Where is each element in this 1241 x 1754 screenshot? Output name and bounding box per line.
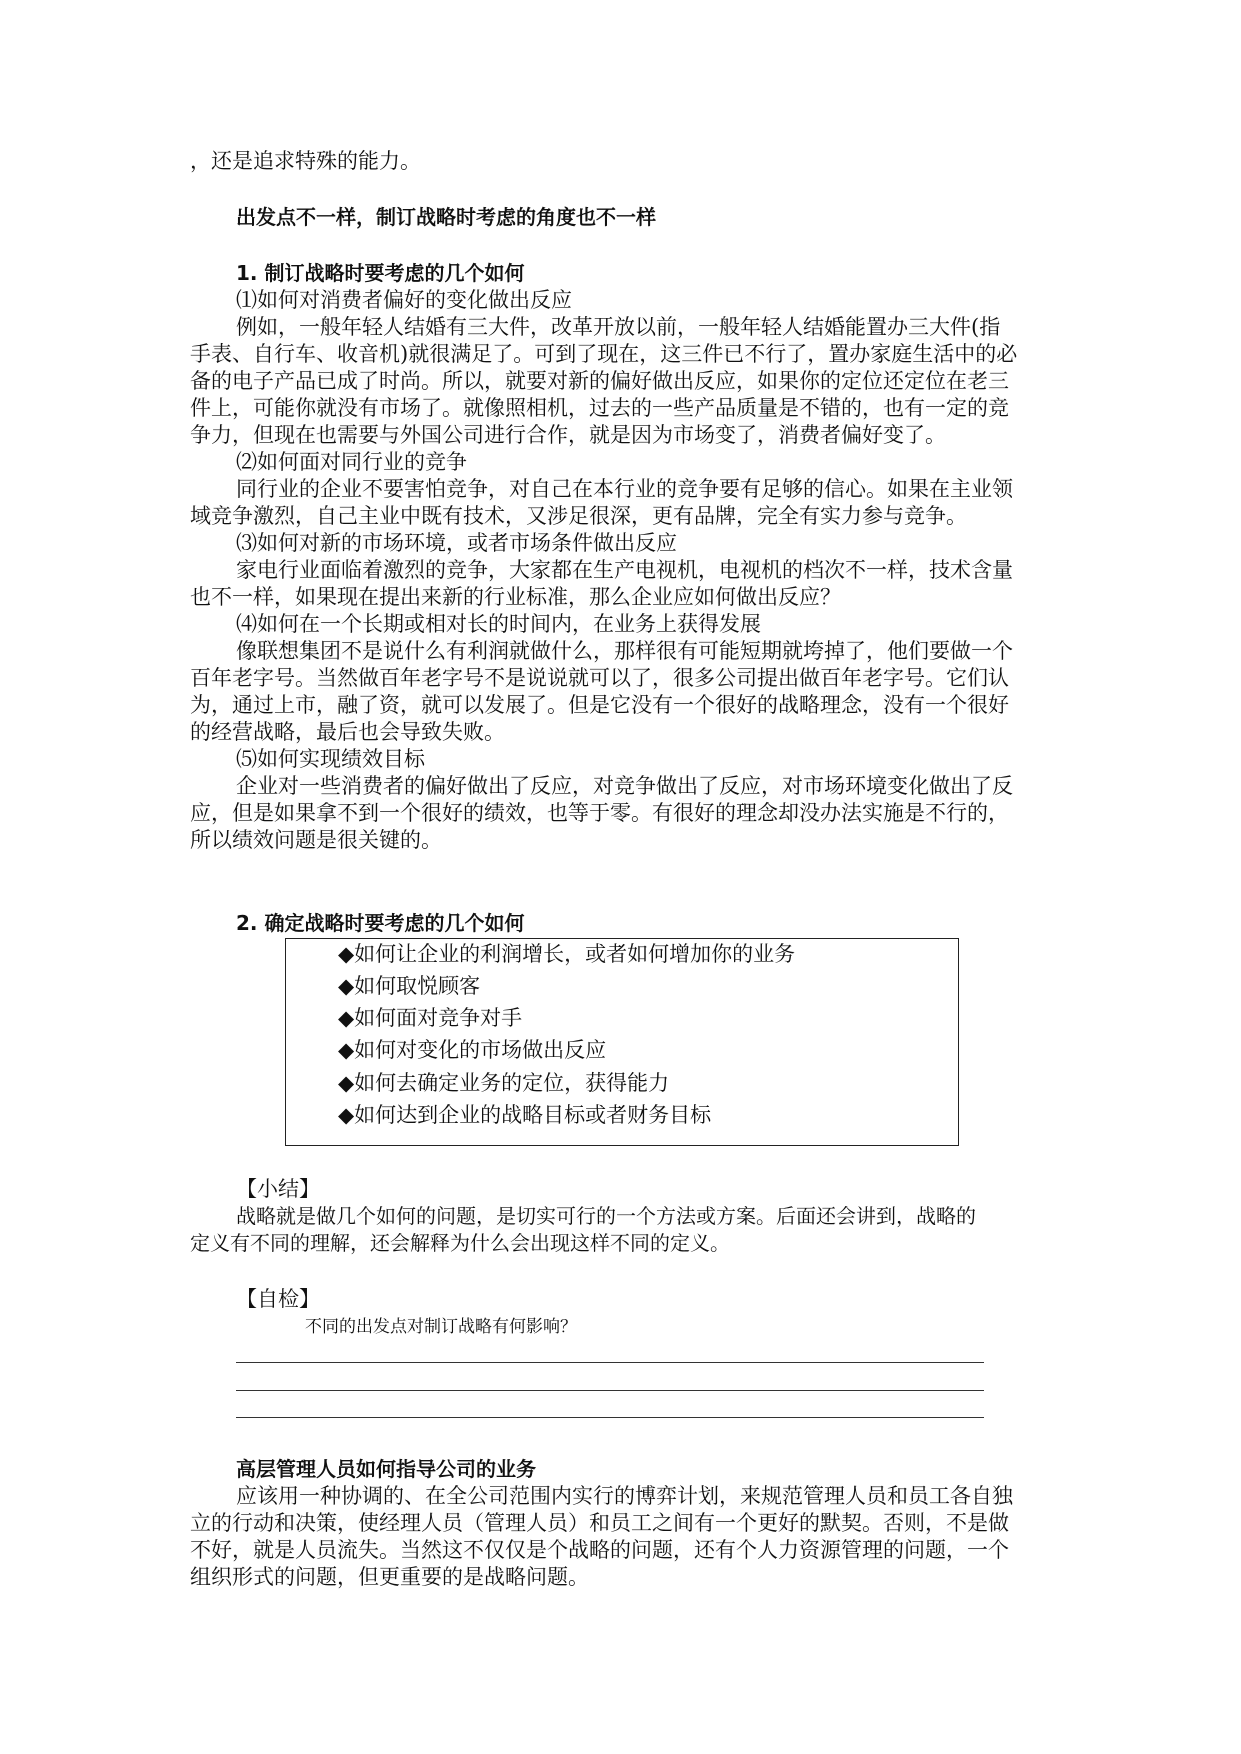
paragraph-line: 同行业的企业不要害怕竞争，对自己在本行业的竞争要有足够的信心。如果在主业领 [236, 477, 1013, 501]
paragraph-line: 争力，但现在也需要与外国公司进行合作，就是因为市场变了，消费者偏好变了。 [190, 423, 946, 447]
section-heading: 出发点不一样，制订战略时考虑的角度也不一样 [236, 205, 656, 229]
bullet-box [285, 938, 959, 1146]
answer-line [236, 1390, 984, 1391]
paragraph-line: 备的电子产品已成了时尚。所以，就要对新的偏好做出反应，如果你的定位还定位在老三 [190, 369, 1009, 393]
paragraph-line: 组织形式的问题，但更重要的是战略问题。 [190, 1565, 589, 1589]
paragraph-line: 像联想集团不是说什么有利润就做什么，那样很有可能短期就垮掉了，他们要做一个 [236, 639, 1013, 663]
box-bullet-item: ◆如何对变化的市场做出反应 [338, 1038, 607, 1062]
summary-heading: 【小结】 [236, 1177, 320, 1201]
box-bullet-item: ◆如何让企业的利润增长，或者如何增加你的业务 [338, 942, 796, 966]
paragraph-line: 所以绩效问题是很关键的。 [190, 828, 442, 852]
paragraph-line: 立的行动和决策，使经理人员（管理人员）和员工之间有一个更好的默契。否则，不是做 [190, 1511, 1009, 1535]
box-bullet-item: ◆如何去确定业务的定位，获得能力 [338, 1071, 670, 1095]
summary-line: 战略就是做几个如何的问题，是切实可行的一个方法或方案。后面还会讲到，战略的 [236, 1204, 976, 1228]
part2-heading: 2. 确定战略时要考虑的几个如何 [236, 911, 525, 935]
answer-line [236, 1362, 984, 1363]
box-bullet-item: ◆如何达到企业的战略目标或者财务目标 [338, 1103, 712, 1127]
part1-heading: 1. 制订战略时要考虑的几个如何 [236, 261, 525, 285]
item-title: ⑶如何对新的市场环境，或者市场条件做出反应 [236, 531, 677, 555]
box-bullet-item: ◆如何取悦顾客 [338, 974, 481, 998]
box-bullet-item: ◆如何面对竞争对手 [338, 1006, 523, 1030]
item-title: ⑸如何实现绩效目标 [236, 747, 425, 771]
answer-line [236, 1417, 984, 1418]
item-title: ⑷如何在一个长期或相对长的时间内，在业务上获得发展 [236, 612, 761, 636]
intro-fragment: ，还是追求特殊的能力。 [190, 149, 421, 173]
paragraph-line: 百年老字号。当然做百年老字号不是说说就可以了，很多公司提出做百年老字号。它们认 [190, 666, 1009, 690]
paragraph-line: 件上，可能你就没有市场了。就像照相机，过去的一些产品质量是不错的，也有一定的竞 [190, 396, 1009, 420]
paragraph-line: 企业对一些消费者的偏好做出了反应，对竞争做出了反应，对市场环境变化做出了反 [236, 774, 1013, 798]
selfcheck-question: 不同的出发点对制订战略有何影响？ [305, 1317, 577, 1337]
paragraph-line: 为，通过上市，融了资，就可以发展了。但是它没有一个很好的战略理念，没有一个很好 [190, 693, 1009, 717]
paragraph-line: 不好，就是人员流失。当然这不仅仅是个战略的问题，还有个人力资源管理的问题，一个 [190, 1538, 1009, 1562]
section3-heading: 高层管理人员如何指导公司的业务 [236, 1457, 536, 1481]
paragraph-line: 家电行业面临着激烈的竞争，大家都在生产电视机，电视机的档次不一样，技术含量 [236, 558, 1013, 582]
paragraph-line: 例如，一般年轻人结婚有三大件，改革开放以前，一般年轻人结婚能置办三大件(指 [236, 315, 1001, 339]
item-title: ⑴如何对消费者偏好的变化做出反应 [236, 288, 572, 312]
paragraph-line: 应该用一种协调的、在全公司范围内实行的博弈计划，来规范管理人员和员工各自独 [236, 1484, 1013, 1508]
selfcheck-heading: 【自检】 [236, 1287, 320, 1311]
paragraph-line: 的经营战略，最后也会导致失败。 [190, 720, 505, 744]
summary-line: 定义有不同的理解，还会解释为什么会出现这样不同的定义。 [190, 1231, 730, 1255]
paragraph-line: 手表、自行车、收音机)就很满足了。可到了现在，这三件已不行了，置办家庭生活中的必 [190, 342, 1018, 366]
paragraph-line: 应，但是如果拿不到一个很好的绩效，也等于零。有很好的理念却没办法实施是不行的， [190, 801, 1009, 825]
paragraph-line: 也不一样，如果现在提出来新的行业标准，那么企业应如何做出反应？ [190, 585, 841, 609]
item-title: ⑵如何面对同行业的竞争 [236, 450, 467, 474]
paragraph-line: 域竞争激烈，自己主业中既有技术，又涉足很深，更有品牌，完全有实力参与竞争。 [190, 504, 967, 528]
